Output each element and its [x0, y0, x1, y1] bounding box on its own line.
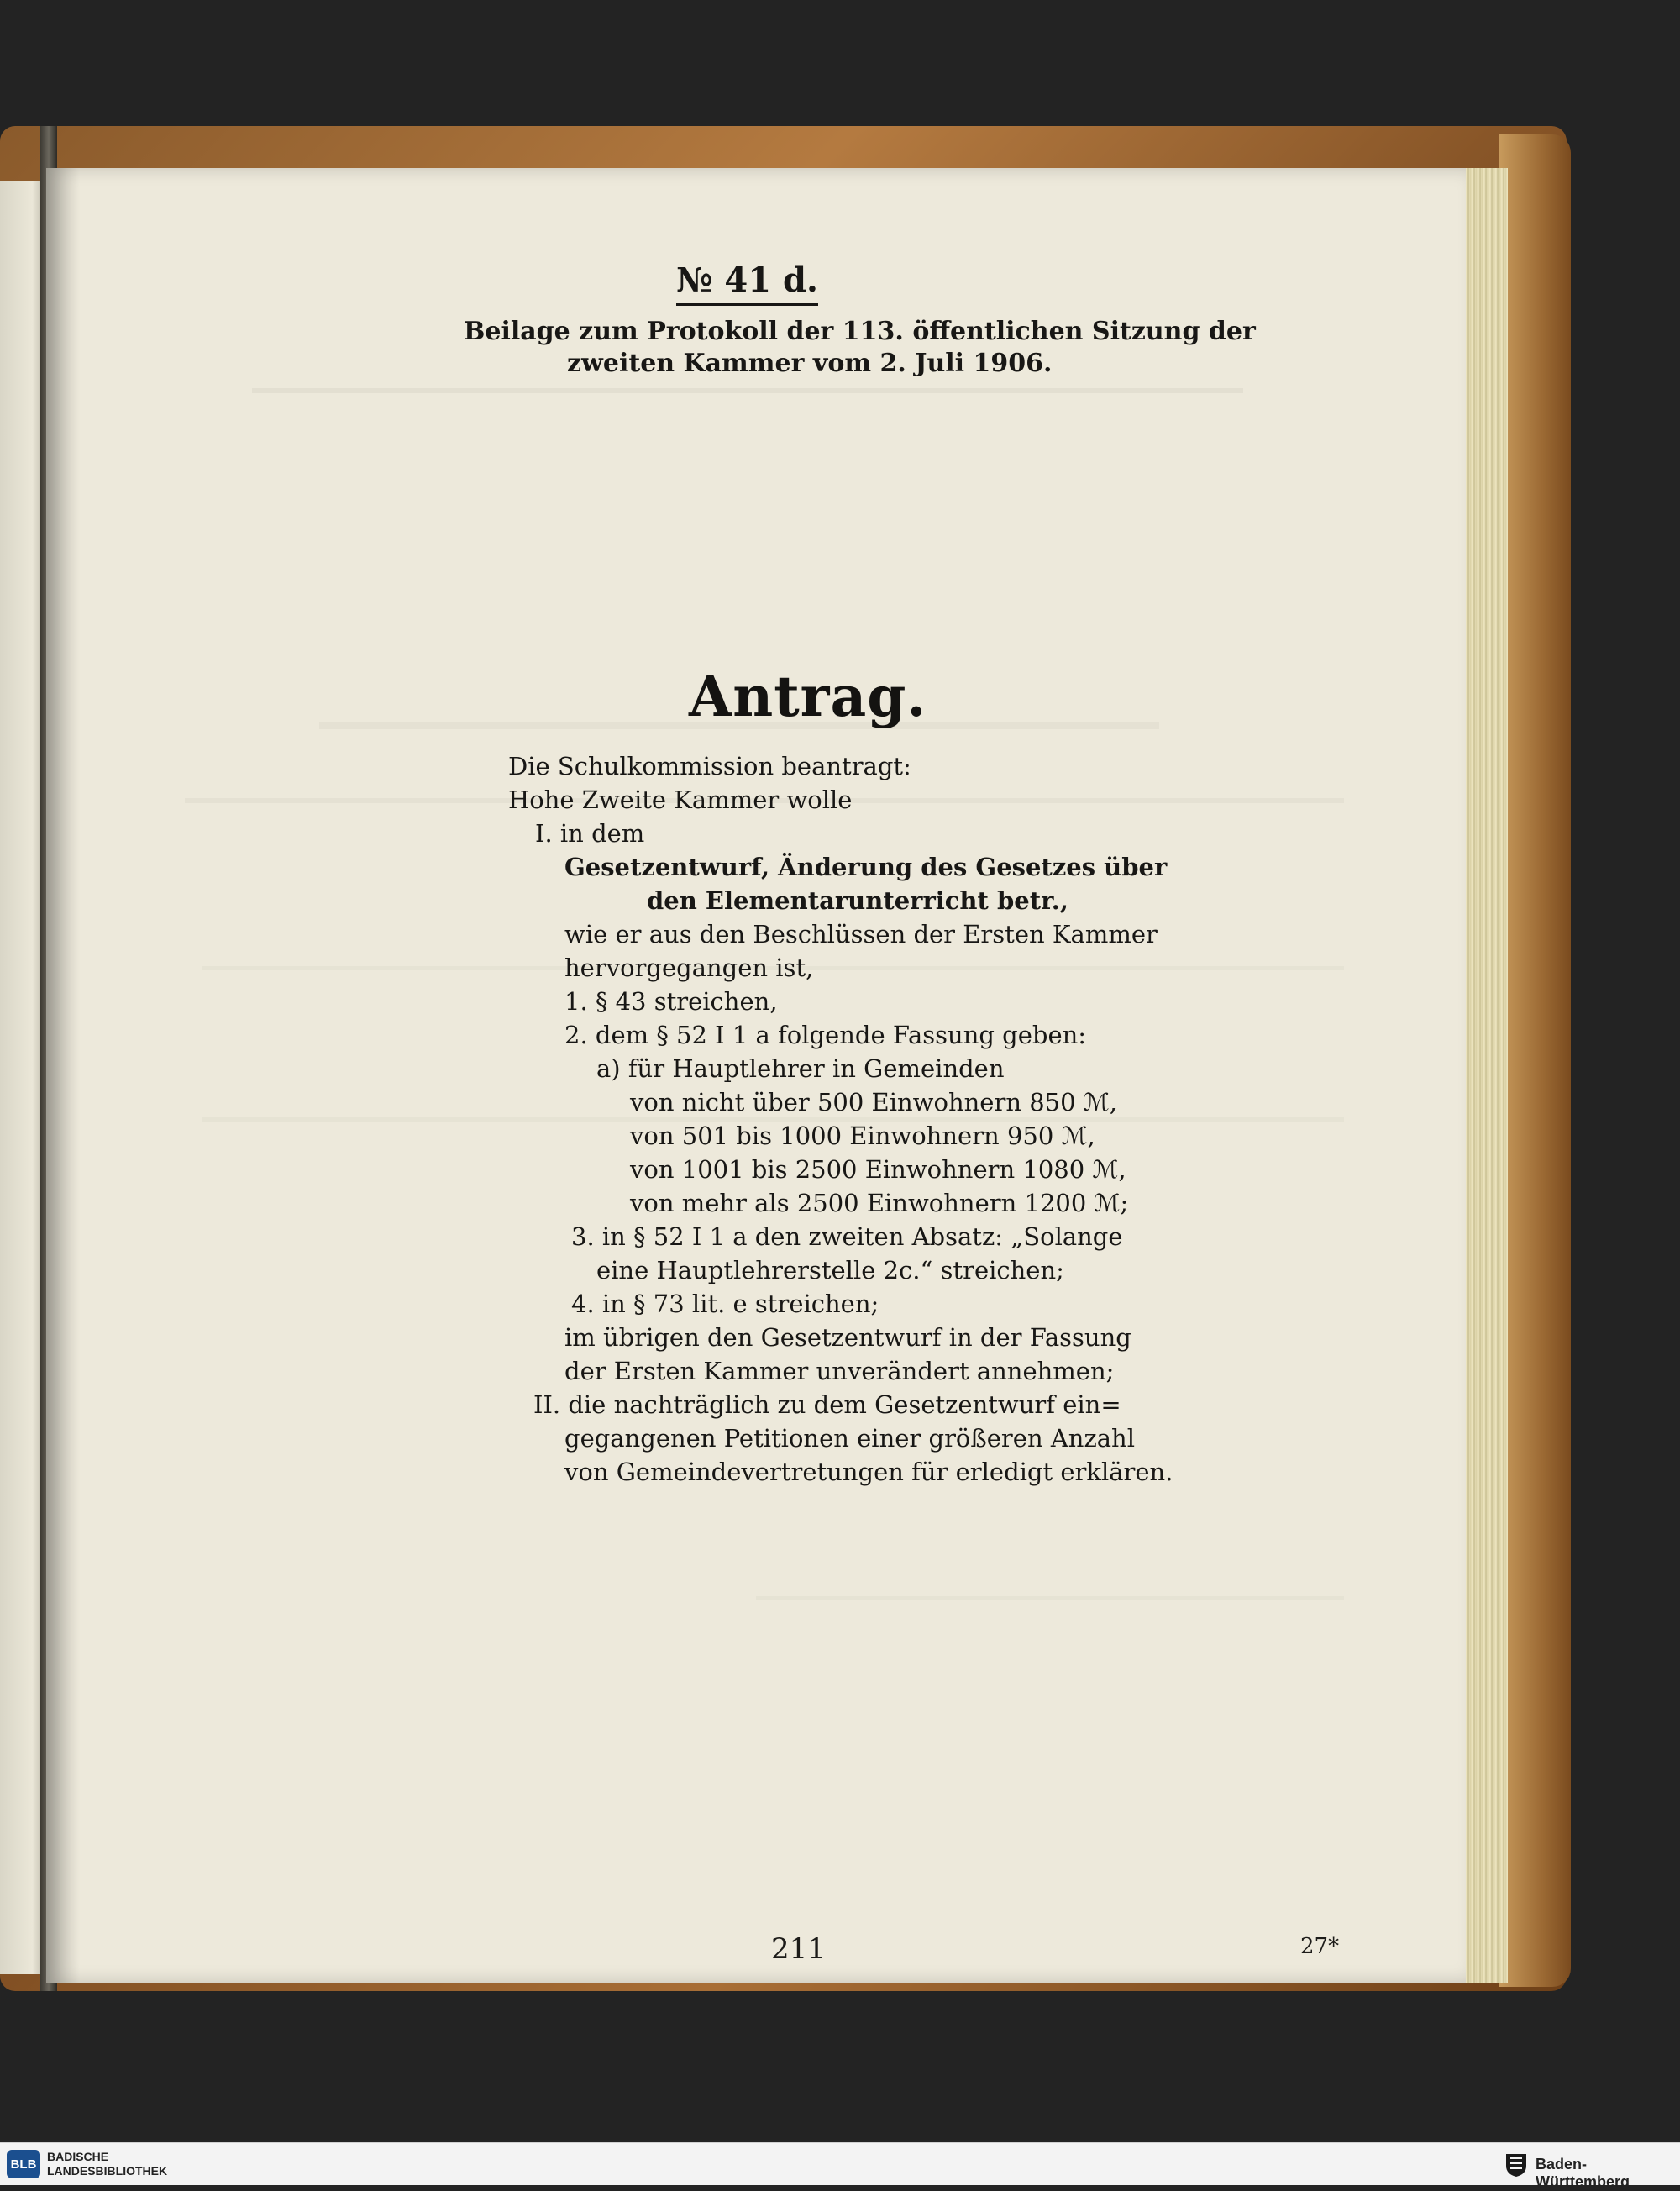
text-line-bold: Gesetzentwurf, Änderung des Gesetzes über [564, 853, 1168, 881]
blb-line-2: LANDESBIBLIOTHEK [47, 2164, 168, 2178]
text-line: von Gemeindevertretungen für erledigt erklären. [564, 1458, 1173, 1486]
text-line: der Ersten Kammer unverändert annehmen; [564, 1357, 1115, 1385]
document-number: № 41 d. [676, 260, 818, 306]
text-line-bold: den Elementarunterricht betr., [647, 886, 1068, 915]
text-line: wie er aus den Beschlüssen der Ersten Kammer [564, 920, 1158, 948]
blb-logo-icon: BLB [7, 2150, 40, 2178]
text-line: von nicht über 500 Einwohnern 850 ℳ, [630, 1088, 1118, 1117]
subtitle-line-2: zweiten Kammer vom 2. Juli 1906. [567, 349, 1053, 378]
text-line: von 501 bis 1000 Einwohnern 950 ℳ, [630, 1122, 1095, 1150]
page-number: 211 [771, 1932, 826, 1966]
text-line: von mehr als 2500 Einwohnern 1200 ℳ; [630, 1189, 1129, 1217]
text-line: 3. in § 52 I 1 a den zweiten Absatz: „Solange [571, 1222, 1123, 1251]
bw-lions-icon [1504, 2151, 1529, 2178]
show-through [252, 388, 1243, 393]
previous-page [0, 181, 46, 1974]
blb-logo-text [47, 2150, 167, 2178]
page-fold-shadow [46, 168, 80, 1983]
subtitle-line-1: Beilage zum Protokoll der 113. öffentlichen Sitzung der [464, 317, 1256, 346]
text-line: 4. in § 73 lit. e streichen; [571, 1290, 879, 1318]
show-through [756, 1596, 1344, 1600]
text-line: Die Schulkommission beantragt: [508, 752, 911, 780]
text-line: 2. dem § 52 I 1 a folgende Fassung geben: [564, 1021, 1087, 1049]
signature-mark: 27* [1300, 1934, 1340, 1959]
text-line: im übrigen den Gesetzentwurf in der Fassung [564, 1323, 1131, 1352]
book-cover-edge [1499, 134, 1571, 1987]
document-title: Antrag. [689, 664, 927, 729]
text-line: 1. § 43 streichen, [564, 987, 778, 1016]
text-line: gegangenen Petitionen einer größeren Anzahl [564, 1424, 1135, 1453]
bw-logo-text: Baden-Württemberg [1536, 2156, 1630, 2190]
text-line: hervorgegangen ist, [564, 954, 814, 982]
text-line: von 1001 bis 2500 Einwohnern 1080 ℳ, [630, 1155, 1126, 1184]
blb-line-1: BADISCHE [47, 2150, 109, 2163]
text-line: Hohe Zweite Kammer wolle [508, 786, 853, 814]
text-line: I. in dem [535, 819, 645, 848]
viewer-footer [0, 2142, 1680, 2190]
text-line: eine Hauptlehrerstelle 2c.“ streichen; [596, 1256, 1064, 1285]
text-line: a) für Hauptlehrer in Gemeinden [596, 1054, 1005, 1083]
text-line: II. die nachträglich zu dem Gesetzentwurf ein= [533, 1390, 1121, 1419]
